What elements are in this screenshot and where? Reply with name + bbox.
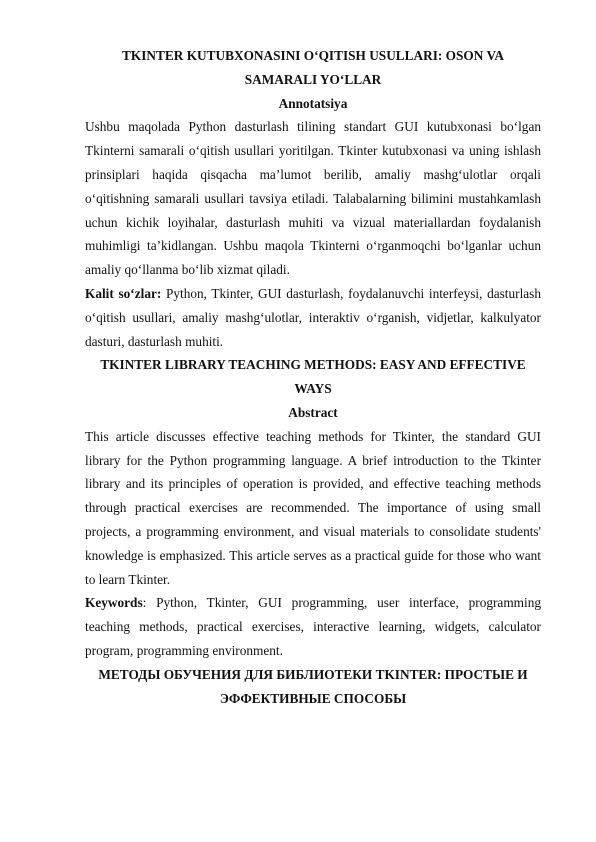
english-keywords	[85, 591, 541, 662]
abstract-heading: Abstract	[288, 404, 338, 420]
uzbek-keywords-label: Kalit so‘zlar:	[85, 285, 162, 301]
uzbek-keywords	[85, 282, 541, 353]
annotation-heading: Annotatsiya	[278, 95, 348, 111]
english-abstract: This article discusses effective teaching methods for Tkinter, the standard GUI library for the Python programming language. A brief introduction to the Tkinter library and its principles of operation is provided, and effective teaching methods through practical exercises are recommended. The importance of using small projects, a programming environment, and visual materials to consolidate students' knowledge is emphasized. This article serves as a practical guide for those who want to learn Tkinter.	[85, 428, 541, 587]
uzbek-keywords-text: Python, Tkinter, GUI dasturlash, foydalanuvchi interfeysi, dasturlash o‘qitish usullari, amaliy mashg‘ulotlar, interaktiv o‘rganish, vidjetlar, kalkulyator dasturi, dasturlash muhiti.	[85, 285, 541, 349]
document-page	[85, 44, 541, 710]
uzbek-abstract: Ushbu maqolada Python dasturlash tilining standart GUI kutubxonasi bo‘lgan Tkinterni samarali o‘qitish usullari yoritilgan. Tkinter kutubxonasi va uning ishlash prinsiplari haqida qisqacha ma’lumot berilib, amaliy mashg‘ulotlar orqali o‘qitishning samarali usullari tavsiya etiladi. Talabalarning bilimini mustahkamlash uchun kichik loyihalar, dasturlash muhiti va vizual materiallardan foydalanish muhimligi ta’kidlangan. Ushbu maqola Tkinterni o‘rganmoqchi bo‘lganlar uchun amaliy qo‘llanma bo‘lib xizmat qiladi.	[85, 119, 541, 278]
english-keywords-text: : Python, Tkinter, GUI programming, user interface, programming teaching methods, practical exercises, interactive learning, widgets, calculator program, programming environment.	[85, 595, 541, 658]
uzbek-title: TKINTER KUTUBXONASINI O‘QITISH USULLARI: OSON VA SAMARALI YO‘LLAR	[122, 48, 504, 87]
english-keywords-label: Keywords	[85, 595, 143, 611]
russian-title: МЕТОДЫ ОБУЧЕНИЯ ДЛЯ БИБЛИОТЕКИ TKINTER: ПРОСТЫЕ И ЭФФЕКТИВНЫЕ СПОСОБЫ	[98, 666, 528, 706]
english-title: TKINTER LIBRARY TEACHING METHODS: EASY AND EFFECTIVE WAYS	[100, 357, 526, 397]
